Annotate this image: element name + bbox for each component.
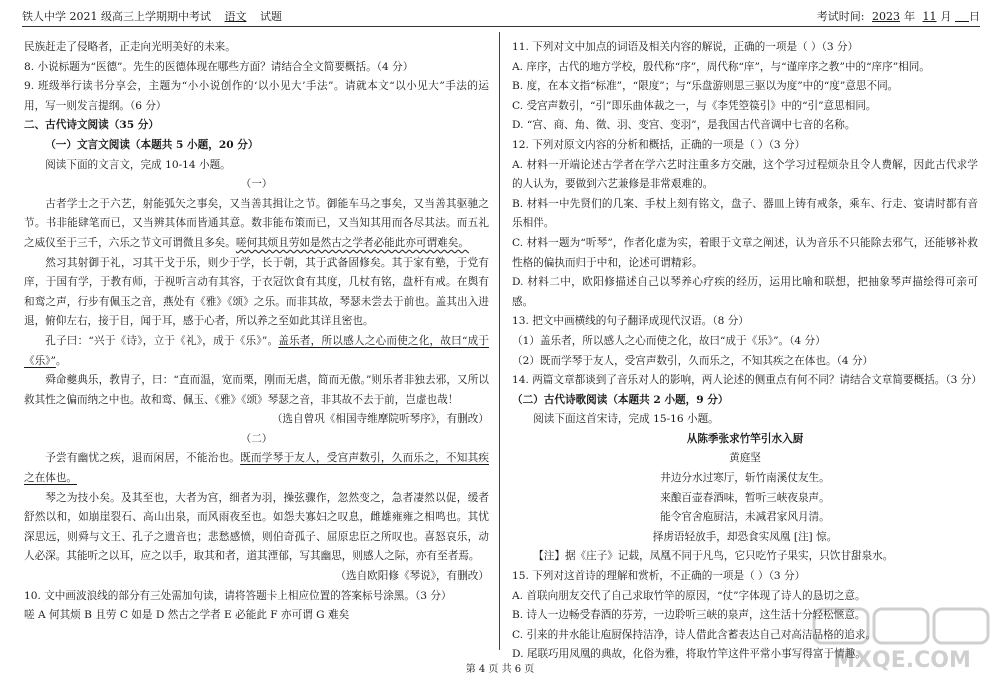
classical-prose-heading: （一）文言文阅读（本题共 5 小题，20 分） <box>45 138 259 151</box>
time-label: 考试时间: <box>816 10 865 23</box>
question-15-option-d: D. 尾联巧用凤凰的典故，化俗为雅，将取竹竿这件平常小事写得富于情趣。 <box>512 648 866 661</box>
source-2: （选自欧阳修《琴说》，有删改） <box>335 570 489 583</box>
watermark-text: MXQE.COM <box>833 648 971 673</box>
watermark-logo <box>812 605 992 675</box>
question-9: 9. 班级举行读书分享会，主题为“小小说创作的‘以小见大’手法”。请就本文“以小见大”手法的运用，写一则发言提纲。（6 分） <box>24 80 489 112</box>
question-15-option-a: A. 首联向朋友交代了自己求取竹竿的原因，“仗”字体现了诗人的恳切之意。 <box>512 589 866 602</box>
question-14: 14. 两篇文章都谈到了音乐对人的影响，两人论述的侧重点有何不同？请结合文章简要概括。（3 分） <box>512 374 982 387</box>
material-2-para-2: 琴之为技小矣。及其至也，大者为宫，细者为羽，操弦骤作，忽然变之，急者凄然以促，缓者舒然以和，如崩崖裂石、高山出泉，而风雨夜至也。如怨夫寡妇之叹息，雌雄雍雍之相鸣也。其忧深思远，则舜与文王、孔子之遗音也；悲愁感愤，则伯奇孤子、屈原忠臣之所叹也。喜怒哀乐，动人必深。其能听之以耳，应之以手，取其和者，道其湮郁，写其幽思，则感人之际，亦有至者焉。 <box>24 491 489 563</box>
poem-title: 从陈季张求竹竿引水入厨 <box>686 432 804 445</box>
material-2-para-1 <box>24 449 489 488</box>
poem-line-2: 来酿百壶春酒味，暂听三峡夜泉声。 <box>660 491 830 504</box>
material-1-para-2: 然习其射御于礼，习其干戈于乐，则少于学，长于朝，其于武备固修矣。其于家有塾，于党有庠，于国有学，于教有师，于视听言动有其容，于衣冠饮食有其度，几杖有铭，盘杆有戒。在舆有和鸾之声，行步有佩玉之音，燕处有《雅》《颂》之乐。而非其故，琴瑟未尝去于前也。盖其出入进退，俯仰左右，接于目，闻于耳，感于心者，所以养之至如此其详且密也。 <box>24 256 489 328</box>
year-unit: 年 <box>904 10 915 23</box>
section-2-heading: 二、古代诗文阅读（35 分） <box>24 119 159 132</box>
poetry-instruction: 阅读下面这首宋诗，完成 15-16 小题。 <box>533 413 719 426</box>
question-11-option-c: C. 受宫声数引，“引”即乐曲体裁之一，与《李凭箜篌引》中的“引”意思相同。 <box>512 99 877 112</box>
year-value: 2023 <box>872 10 900 23</box>
poem-note: 【注】据《庄子》记载，凤凰不同于凡鸟，它只吃竹子果实，只饮甘甜泉水。 <box>533 550 894 563</box>
left-column <box>24 38 489 626</box>
question-11-option-d: D. “宫、商、角、徵、羽、变宫、变羽”，是我国古代音调中七音的名称。 <box>512 119 856 132</box>
poem-line-1: 井边分水过寒厅，斩竹南溪仗友生。 <box>660 472 830 485</box>
wavy-underlined-sentence: 嗟何其烦且劳如是然古之学者必能此亦可谓难矣。 <box>235 236 469 249</box>
day-blank <box>955 10 969 23</box>
month-unit: 月 <box>940 10 952 23</box>
question-12: 12. 下列对原文内容的分析和概括，正确的一项是（ ）（3 分） <box>512 138 806 151</box>
exam-date <box>817 8 980 26</box>
question-11-option-b: B. 度，在本文指“标准”，“限度”；与“乐盘游则思三驱以为度”中的“度”意思不同。 <box>512 80 899 93</box>
source-1: （选自曾巩《相国寺维摩院听琴序》，有删改） <box>271 413 489 426</box>
question-10: 10. 文中画波浪线的部分有三处需加句读，请将答题卡上相应位置的答案标号涂黑。（3 分） <box>24 589 452 602</box>
para-1-text: 古者学士之于六艺，射能弧矢之事矣，又当善其揖让之节。御能车马之事矣，又当善其驱驰之节。书非能肆笔而已，又当辨其体而皆通其意。数非能布策而已，又当知其用而各尽其法。而五礼之威仪至于三千，六乐之节文可谓微且多矣。 <box>24 197 489 249</box>
column-divider <box>499 32 500 650</box>
material-1-para-4: 舜命夔典乐，教胄子，曰：“直而温，宽而栗，刚而无虐，简而无傲。”则乐者非独去邪，又所以救其性之偏而纳之中也。故和鸾、佩玉、《雅》《颂》琴瑟之音，非其故不去于前，岂虚也哉！ <box>24 374 489 406</box>
month-value: 11 <box>922 10 937 23</box>
story-ending: 民族赶走了侵略者，正走向光明美好的未来。 <box>24 41 236 53</box>
exam-title <box>22 8 282 26</box>
question-13-part-1: （1）盖乐者，所以感人之心而使之化，故曰“成于《乐》”。（4 分） <box>512 334 826 347</box>
day-unit: 日 <box>969 10 980 23</box>
confucius-quote: 孔子曰：“兴于《诗》，立于《礼》，成于《乐》”。 <box>45 334 279 347</box>
question-11-option-a: A. 庠序，古代的地方学校，殷代称“序”，周代称“庠”，与“谨庠序之教”中的“庠序”相同。 <box>512 60 930 73</box>
reading-instruction: 阅读下面的文言文，完成 10-14 小题。 <box>45 158 231 171</box>
subject-name: 语文 <box>224 10 247 23</box>
question-13-part-2: （2）既而学琴于友人，受宫声数引，久而乐之，不知其疾之在体也。（4 分） <box>512 354 874 367</box>
page-number: 第 4 页 共 6 页 <box>465 664 535 675</box>
poetry-heading: （二）古代诗歌阅读（本题共 2 小题，9 分） <box>512 393 729 406</box>
poem-author: 黄庭坚 <box>729 452 761 465</box>
question-12-option-c: C. 材料一题为“听琴”，作者化虚为实，着眼于文章之阐述，认为音乐不只能除去邪气，还能够补救性格的偏执而归于中和，论述可谓精彩。 <box>512 236 978 269</box>
question-12-option-b: B. 材料一中先贤们的几案、手杖上刻有铭文，盘子、器皿上铸有戒条，乘车、行走、宴请时都有音乐相伴。 <box>512 197 978 230</box>
poem-line-3: 能令官舍庖厨洁，未减君家风月清。 <box>660 511 830 524</box>
question-12-option-a: A. 材料一开端论述古学者在学六艺时注重多方交融，这个学习过程烦杂且令人费解，因此古代求学的人认为，要做到六艺兼修是非常艰难的。 <box>512 158 978 191</box>
underlined-sentence-1: 盖乐者，所以感人之心而使之化，故曰“成于《乐》” <box>24 334 489 367</box>
exam-word: 试题 <box>260 10 282 23</box>
poem-line-4: 择虏语轻放手，却恐食实凤凰 [注] 惊。 <box>652 530 838 543</box>
question-10-options: 嗟 A 何其烦 B 且劳 C 如是 D 然古之学者 E 必能此 F 亦可谓 G 难矣 <box>24 609 350 622</box>
para-3-end: 。 <box>55 354 67 367</box>
question-15-option-c: C. 引来的井水能让庖厨保持洁净，诗人借此含蓄表达自己对高洁品格的追求。 <box>512 628 877 641</box>
underlined-sentence-2: 既而学琴于友人，受宫声数引，久而乐之，不知其疾之在体也。 <box>24 452 490 485</box>
question-12-option-d: D. 材料二中，欧阳修描述自己以琴养心疗疾的经历，运用比喻和联想，把抽象琴声描绘得可亲可感。 <box>512 276 978 308</box>
school-exam-name: 铁人中学 2021 级高三上学期期中考试 <box>22 10 211 23</box>
question-8: 8. 小说标题为“医德”。先生的医德体现在哪些方面？请结合全文简要概括。（4 分） <box>24 60 414 73</box>
right-column <box>512 38 982 665</box>
question-13: 13. 把文中画横线的句子翻译成现代汉语。（8 分） <box>512 315 749 328</box>
question-11: 11. 下列对文中加点的词语及相关内容的解说，正确的一项是（ ）（3 分） <box>512 41 859 53</box>
question-15: 15. 下列对这首诗的理解和赏析，不正确的一项是（ ）（3 分） <box>512 570 806 583</box>
material-1-para-3 <box>24 332 489 371</box>
material-2-label: （二） <box>240 432 273 445</box>
para-5-text: 予尝有幽忧之疾，退而闲居，不能治也。 <box>45 452 241 465</box>
question-15-option-b: B. 诗人一边畅受春酒的芬芳，一边聆听三峡的泉声，这生活十分轻松惬意。 <box>512 609 866 622</box>
page-header <box>22 8 980 27</box>
material-1-label: （一） <box>240 178 273 191</box>
material-1-para-1 <box>24 195 489 254</box>
